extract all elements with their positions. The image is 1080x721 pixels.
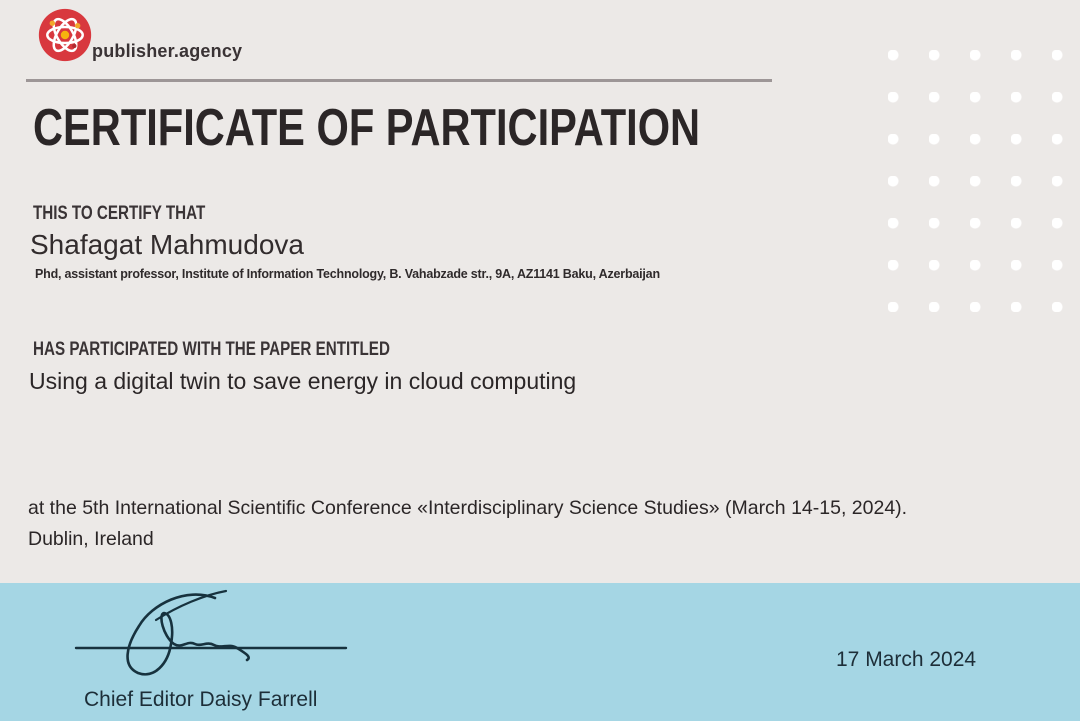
footer-band <box>0 583 1080 721</box>
certify-label <box>33 203 248 225</box>
atom-icon <box>38 8 92 62</box>
signatory-name: Chief Editor Daisy Farrell <box>84 688 318 711</box>
recipient-details: Phd, assistant professor, Institute of Information Technology, B. Vahabzade str., 9A, AZ1141 Baku, Azerbaijan <box>35 267 660 281</box>
recipient-name: Shafagat Mahmudova <box>30 229 304 260</box>
dot-grid-decoration <box>888 50 1063 312</box>
divider-line <box>26 79 772 82</box>
certificate-title <box>33 100 867 157</box>
certificate-title-text: CERTIFICATE OF PARTICIPATION <box>33 99 701 157</box>
paper-title: Using a digital twin to save energy in cloud computing <box>29 368 577 394</box>
participation-label <box>33 339 479 361</box>
signature <box>66 586 366 676</box>
brand-name: publisher.agency <box>92 41 243 61</box>
certificate-date: 17 March 2024 <box>836 648 977 671</box>
conference-text: at the 5th International Scientific Conference «Interdisciplinary Science Studies» (March 14-15, 2024). Dublin, Ireland <box>28 497 908 550</box>
certify-label-text: THIS TO CERTIFY THAT <box>33 203 206 224</box>
participation-label-text: HAS PARTICIPATED WITH THE PAPER ENTITLED <box>33 339 390 360</box>
